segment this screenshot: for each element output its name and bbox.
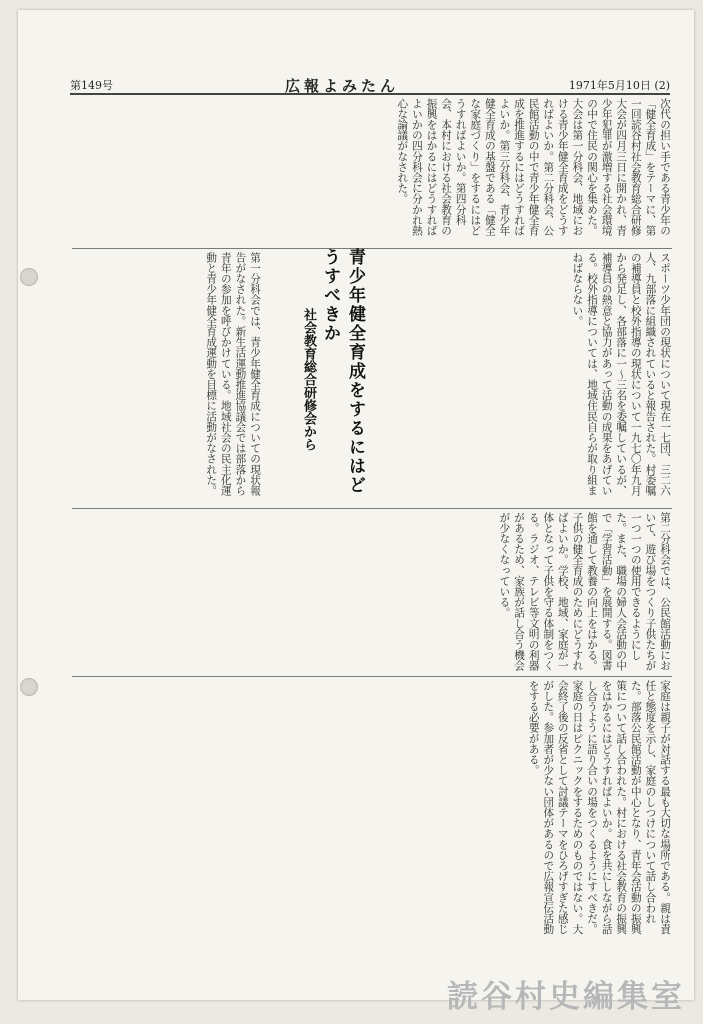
paper-title: 広報よみたん [285, 77, 400, 95]
body-text-low [72, 512, 672, 672]
punch-hole-top [20, 268, 38, 286]
divider [72, 248, 672, 249]
punch-hole-bottom [20, 678, 38, 696]
headline-sub: 社会教育総合研修会から [301, 308, 316, 451]
headline-main: 青少年健全育成をするにはどうすべきか [320, 248, 365, 495]
body-paragraph: 家庭は親子が対話する最も大切な場所である。親は責任と態度を示し、家庭のしつけについて話し合われた。部落公民館活動が中心となり、青年会活動の振興策について話し合われた。村における社会教育の振興をはかるにはどうすればよいか。食を共にしながら話し合うように語り合いの場をつくるようにすべきだ。家庭の日はピクニックをするためのものではない。大会終了後の反省として討議テーマをひろげすぎた感じがした。参加者が少ない団体があるので広報宣伝活動をする必要がある。 [527, 680, 671, 935]
body-text-mid-left [72, 252, 262, 504]
body-text-mid-right [370, 252, 672, 504]
issue-date: 1971年5月10日 (2) [568, 79, 670, 92]
article-headline [264, 248, 368, 510]
body-text-bottom [72, 680, 672, 940]
divider [72, 508, 672, 509]
page-header [70, 75, 670, 95]
archive-watermark: 読谷村史編集室 [447, 979, 685, 1015]
issue-number: 第149号 [70, 79, 113, 92]
body-paragraph: スポーツ少年団の現状について現在一七団、三二六人、九部落に組織されていると報告された。村委嘱の補導員と校外指導の現状について一九七〇年九月から発足し、各部落に一〜三名を委嘱しているが、補導員の熱意と協力があって活動の成果をあげている。校外指導については、地域住民自らが取り組まねばならない。 [571, 252, 671, 496]
body-paragraph: 次代の担い手である青少年の「健全育成」をテーマに、第一回読谷村社会教育総合研修大会が四月三日に開かれ、青少年犯罪が激増する社会環境の中で住民の関心を集めた。大会は第一分科会、地域における青少年健全育成をどうすればよいか。第二分科会、公民館活動の中で青少年健全育成を推進するにはどうすればよいか。第三分科会、青少年健全育成の基盤である「健全な家庭づくり」をするにはどうすればよいか。第四分科会、本村における社会教育の振興をはかるにはどうすればよいかの四分科会に分かれ熱心な論議がなされた。 [396, 98, 671, 236]
divider [72, 676, 672, 677]
body-text-top [72, 98, 672, 246]
body-paragraph: 第一分科会では、青少年健全育成についての現状報告がなされた。新生活運動推進協議会では部落から青年の参加を呼びかけている。地域社会の民主化運動と青少年健全育成運動を目標に活動がなされた。 [205, 252, 261, 496]
body-paragraph: 第二分科会では、公民館活動において、遊び場をつくり子供たちが一つ一つの使用できるようにした。また、職場の婦人会活動の中で「学習活動」を展開する。図書館を通して教養の向上をはかる。子供の健全育成のためにどうすればよいか。学校、地域、家庭が一体となって子供を守る体制をつくる。ラジオ、テレビ等文明の利器があるため、家族が話し合う機会が少なくなっている。 [498, 512, 671, 671]
